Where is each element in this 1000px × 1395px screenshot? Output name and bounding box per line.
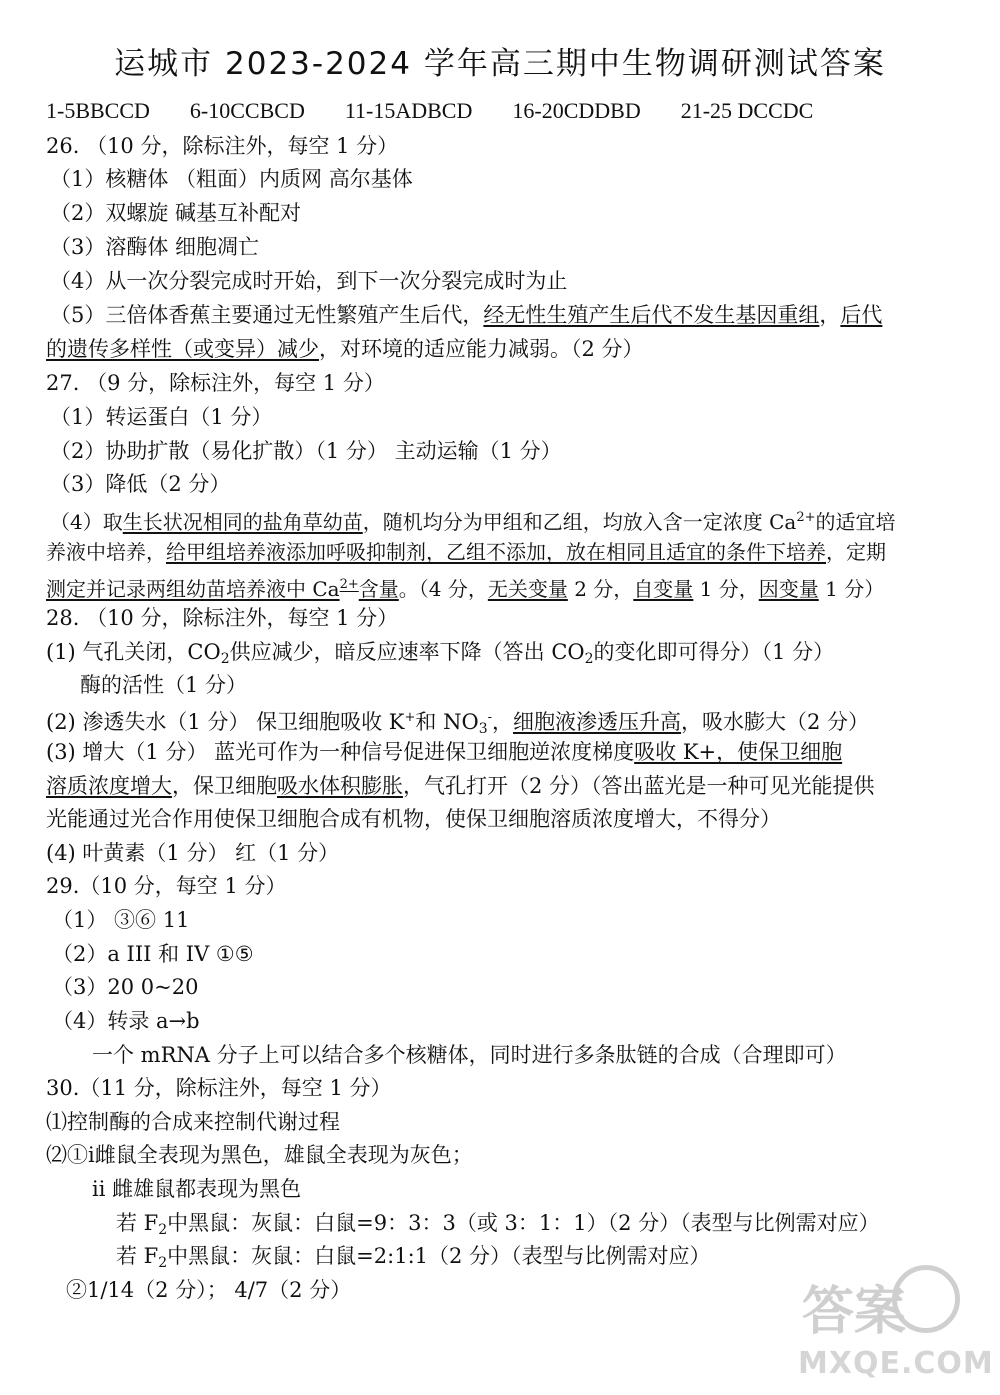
q30-a5-text-a: 若 F	[116, 1244, 159, 1268]
q27-a4-text-g: 2 分，	[567, 577, 634, 601]
q27-a4-underline-4: 含量	[358, 577, 399, 601]
q28-a2-sup-2: -	[487, 710, 493, 725]
q27-answer-3: （3）降低（2 分）	[50, 472, 231, 496]
q30-answer-3: ⅱ 雌雄鼠都表现为黑色	[92, 1177, 302, 1201]
q28-a2-sup: +	[404, 710, 416, 725]
q26-a5-text-2: ，对环境的适应能力减弱。（2 分）	[319, 337, 644, 361]
q29-answer-2: （2）a III 和 IV ①⑤	[52, 942, 254, 966]
q27-heading: 27. （9 分，除标注外，每空 1 分）	[46, 371, 385, 395]
q27-a4-text-h: 1 分，	[693, 577, 759, 601]
q28-a3-text-b: ，保卫细胞	[172, 774, 277, 798]
mc-group-5: 21-25 DCCDC	[680, 98, 814, 123]
q28-a3-text-a: (3) 增大（1 分） 蓝光可作为一种信号促进保卫细胞逆浓度梯度	[46, 740, 635, 764]
q28-a2-sub: 3	[478, 721, 488, 737]
page-title: 运城市 2023-2024 学年高三期中生物调研测试答案	[114, 46, 886, 82]
q26-a5-underline-2: 后代	[840, 303, 883, 327]
q27-a4-underline-6: 自变量	[633, 577, 694, 601]
q26-answer-4: （4）从一次分裂完成时开始，到下一次分裂完成时为止	[50, 269, 568, 293]
q26-answer-5-line2	[46, 334, 644, 364]
q29-answer-1: （1） ③⑥ 11	[52, 908, 190, 932]
q28-a2-underline: 细胞液渗透压升高	[513, 710, 682, 734]
q30-a4-text-b: 中黑鼠：灰鼠：白鼠=9：3：3（或 3：1：1）（2 分）（表型与比例需对应）	[167, 1211, 880, 1235]
watermark-cn-text: 答案	[802, 1282, 907, 1342]
q28-answer-1	[46, 637, 834, 674]
q26-answer-2: （2）双螺旋 碱基互补配对	[50, 201, 302, 225]
q30-a5-text-b: 中黑鼠：灰鼠：白鼠=2:1:1（2 分）（表型与比例需对应）	[167, 1244, 711, 1268]
q27-answer-1: （1）转运蛋白（1 分）	[50, 405, 273, 429]
q27-a4-text-e: ，定期	[826, 540, 886, 564]
q27-answer-4-line2	[46, 537, 886, 567]
q27-answer-4-line1	[50, 503, 896, 537]
q27-a4-text-b: ，随机均分为甲组和乙组，均放入含一定浓度 Ca	[362, 510, 797, 534]
q28-a1-text-a: (1) 气孔关闭，CO	[46, 640, 221, 664]
q26-heading: 26. （10 分，除标注外，每空 1 分）	[46, 134, 399, 158]
q26-a5-text: （5）三倍体香蕉主要通过无性繁殖产生后代，	[50, 303, 484, 327]
q30-heading: 30.（11 分，除标注外，每空 1 分）	[46, 1076, 392, 1100]
watermark-en-text: MXQE.COM	[798, 1346, 994, 1381]
q27-a4-sup-2: 2+	[339, 577, 359, 592]
q28-a2-text-a: (2) 渗透失水（1 分） 保卫细胞吸收 K	[46, 710, 405, 734]
q28-a1-text-b: 供应减少，暗反应速率下降（答出 CO	[229, 640, 585, 664]
q27-a4-underline-1: 生长状况相同的盐角草幼苗	[122, 510, 363, 534]
q28-a3-underline-3: 吸水体积膨胀	[277, 774, 403, 798]
mc-group-1: 1-5BBCCD	[46, 98, 150, 123]
q29-heading: 29.（10 分，每空 1 分）	[46, 874, 287, 898]
q27-a4-sup: 2+	[796, 510, 816, 525]
q30-a4-text-a: 若 F	[116, 1211, 159, 1235]
q27-answer-2: （2）协助扩散（易化扩散）（1 分） 主动运输（1 分）	[50, 439, 562, 463]
q29-answer-5: 一个 mRNA 分子上可以结合多个核糖体，同时进行多条肽链的合成（合理即可）	[92, 1043, 847, 1067]
q27-a4-underline-3: 测定并记录两组幼苗培养液中 Ca	[46, 577, 340, 601]
q27-a4-underline-5: 无关变量	[487, 577, 568, 601]
mc-answers	[46, 96, 853, 126]
q28-a2-text-c: ，	[492, 710, 514, 734]
q28-heading: 28. （10 分，除标注外，每空 1 分）	[46, 606, 399, 630]
q30-answer-2: ⑵①ⅰ雌鼠全表现为黑色，雄鼠全表现为灰色；	[46, 1143, 473, 1167]
q27-answer-4-line3	[46, 570, 884, 604]
q28-answer-3-line3: 光能通过光合作用使保卫细胞合成有机物，使保卫细胞溶质浓度增大，不得分）	[46, 807, 781, 831]
q27-a4-text-f: 。（4 分，	[398, 577, 488, 601]
q27-a4-text-c: 的适宜培	[815, 510, 896, 534]
site-watermark	[792, 1265, 994, 1385]
q27-a4-text-a: （4）取	[50, 510, 123, 534]
q30-answer-1: ⑴控制酶的合成来控制代谢过程	[46, 1110, 340, 1134]
q28-answer-4: (4) 叶黄素（1 分） 红（1 分）	[46, 841, 340, 865]
q26-answer-3: （3）溶酶体 细胞凋亡	[50, 235, 260, 259]
q28-answer-3-line2	[46, 771, 875, 801]
mc-group-2: 6-10CCBCD	[189, 98, 305, 123]
q28-answer-1-line2: 酶的活性（1 分）	[80, 673, 248, 697]
q27-a4-text-i: 1 分）	[818, 577, 885, 601]
q28-a3-underline-1: 吸收 K+，使保卫细胞	[634, 740, 843, 764]
mc-group-3: 11-15ADBCD	[344, 98, 473, 123]
q28-a3-text-c: ，气孔打开（2 分）（答出蓝光是一种可见光能提供	[403, 774, 875, 798]
q27-a4-underline-2: 给甲组培养液添加呼吸抑制剂，乙组不添加，放在相同且适宜的条件下培养	[166, 540, 826, 564]
q30-a4-sub: 2	[158, 1222, 168, 1238]
q29-answer-3: （3）20 0~20	[52, 975, 199, 999]
q30-answer-5	[116, 1241, 711, 1278]
mc-group-4: 16-20CDDBD	[512, 98, 641, 123]
q30-answer-4	[116, 1208, 880, 1245]
q29-answer-4: （4）转录 a→b	[52, 1009, 200, 1033]
q27-a4-text-d: 养液中培养，	[46, 540, 166, 564]
q26-answer-1: （1）核糖体 （粗面）内质网 高尔基体	[50, 167, 413, 191]
q26-a5-sep: ，	[819, 303, 841, 327]
q28-a2-text-d: ，吸水膨大（2 分）	[681, 710, 870, 734]
q28-a1-sub: 2	[220, 651, 230, 667]
q28-answer-3-line1	[46, 737, 842, 767]
q26-a5-underline-1: 经无性生殖产生后代不发生基因重组	[483, 303, 820, 327]
q27-a4-underline-7: 因变量	[758, 577, 819, 601]
q30-answer-6: ②1/14（2 分）； 4/7（2 分）	[66, 1278, 352, 1302]
q26-answer-5-line1	[50, 300, 882, 330]
q26-a5-underline-3: 的遗传多样性（或变异）减少	[46, 337, 319, 361]
q28-a1-sub-2: 2	[584, 651, 594, 667]
q28-a3-underline-2: 溶质浓度增大	[46, 774, 172, 798]
q28-a2-text-b: 和 NO	[415, 710, 479, 734]
q30-a5-sub: 2	[158, 1255, 168, 1271]
q28-a1-text-c: 的变化即可得分）（1 分）	[593, 640, 835, 664]
